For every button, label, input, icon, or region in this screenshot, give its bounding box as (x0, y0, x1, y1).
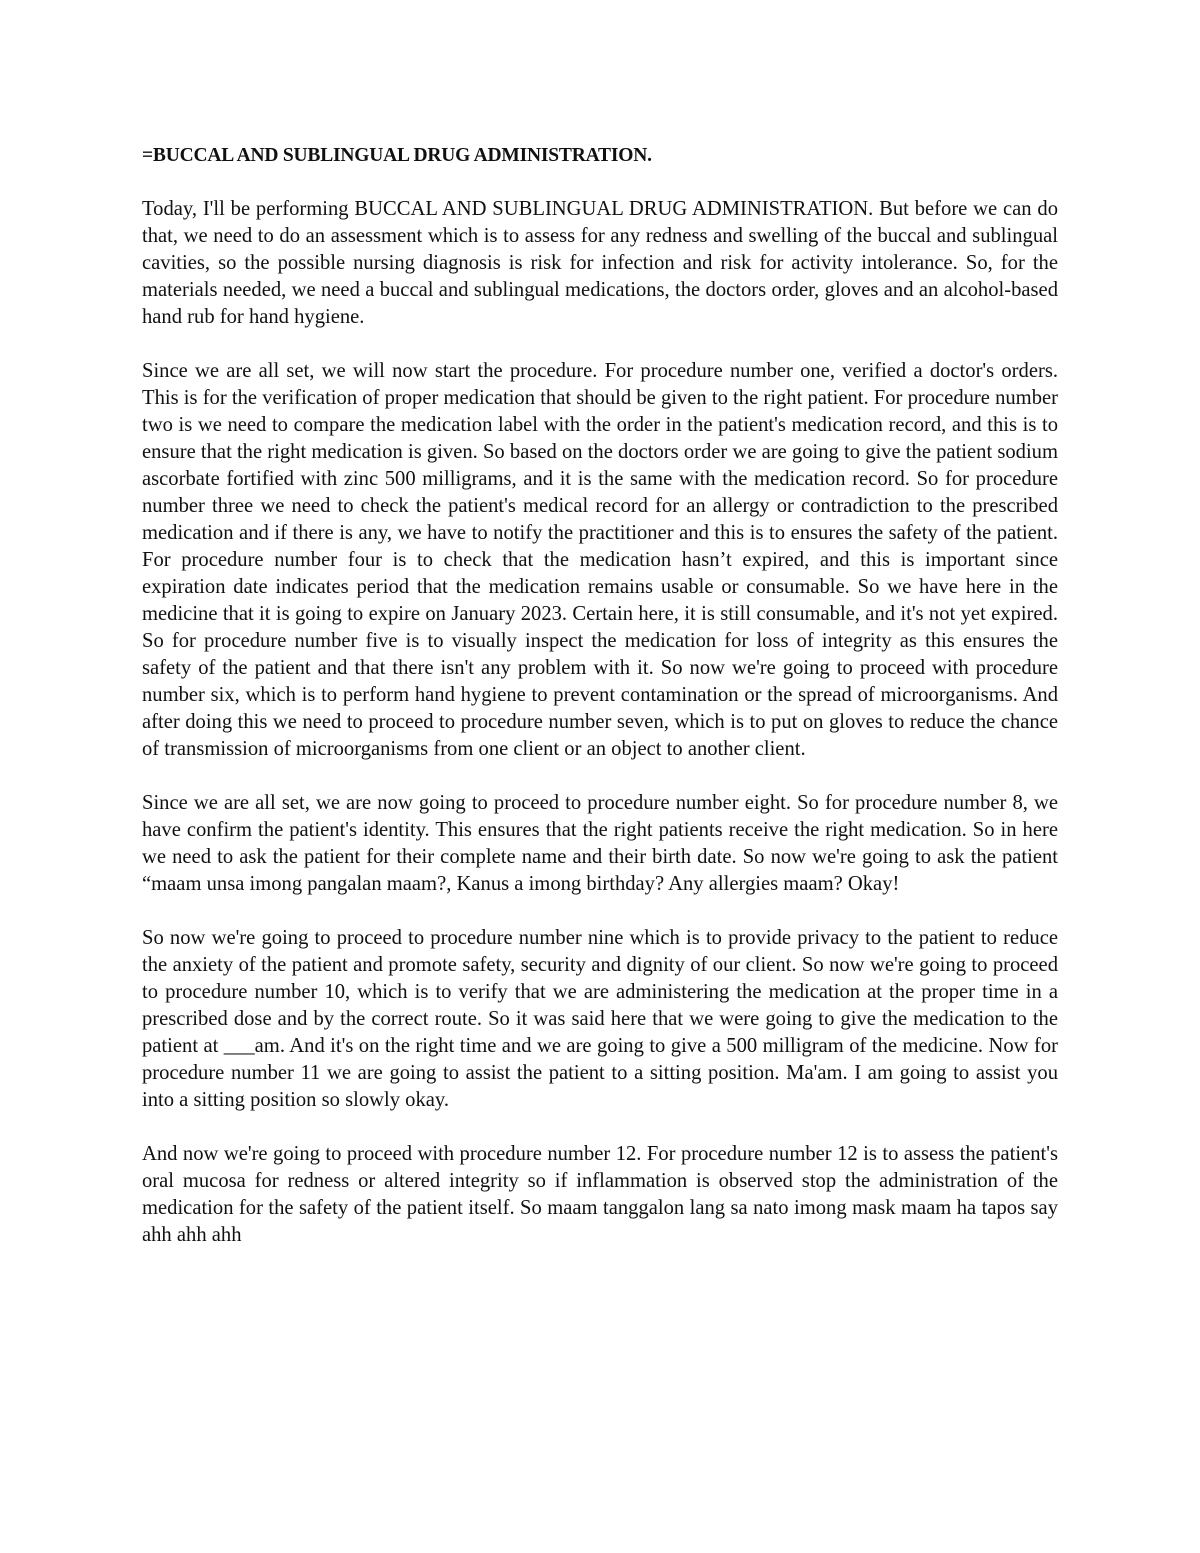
document-title: =BUCCAL AND SUBLINGUAL DRUG ADMINISTRATION. (142, 145, 652, 166)
paragraph-procedure-eight: Since we are all set, we are now going to proceed to procedure number eight. So for procedure number 8, we have confirm the patient's identity. This ensures that the right patients receive the right medication. So in here we need to ask the patient for their complete name and their birth date. So now we're going to ask the patient “maam unsa imong pangalan maam?, Kanus a imong birthday? Any allergies maam? Okay! (142, 792, 1058, 895)
paragraph-procedures-nine-to-eleven: So now we're going to proceed to procedure number nine which is to provide privacy to the patient to reduce the anxiety of the patient and promote safety, security and dignity of our client. So now we're going to proceed to procedure number 10, which is to verify that we are administering the medication at the proper time in a prescribed dose and by the correct route. So it was said here that we were going to give the medication to the patient at ___am. And it's on the right time and we are going to give a 500 milligram of the medicine. Now for procedure number 11 we are going to assist the patient to a sitting position. Ma'am. I am going to assist you into a sitting position so slowly okay. (142, 927, 1058, 1111)
document-body (142, 142, 1058, 1249)
paragraph-procedures-one-to-seven: Since we are all set, we will now start the procedure. For procedure number one, verified a doctor's orders. This is for the verification of proper medication that should be given to the right patient. For procedure number two is we need to compare the medication label with the order in the patient's medication record, and this is to ensure that the right medication is given. So based on the doctors order we are going to give the patient sodium ascorbate fortified with zinc 500 milligrams, and it is the same with the medication record. So for procedure number three we need to check the patient's medical record for an allergy or contradiction to the prescribed medication and if there is any, we have to notify the practitioner and this is to ensures the safety of the patient. For procedure number four is to check that the medication hasn’t expired, and this is important since expiration date indicates period that the medication remains usable or consumable. So we have here in the medicine that it is going to expire on January 2023. Certain here, it is still consumable, and it's not yet expired. So for procedure number five is to visually inspect the medication for loss of integrity as this ensures the safety of the patient and that there isn't any problem with it. So now we're going to proceed with procedure number six, which is to perform hand hygiene to prevent contamination or the spread of microorganisms. And after doing this we need to proceed to procedure number seven, which is to put on gloves to reduce the chance of transmission of microorganisms from one client or an object to another client. (142, 360, 1058, 760)
paragraph-introduction: Today, I'll be performing BUCCAL AND SUBLINGUAL DRUG ADMINISTRATION. But before we can do that, we need to do an assessment which is to assess for any redness and swelling of the buccal and sublingual cavities, so the possible nursing diagnosis is risk for infection and risk for activity intolerance. So, for the materials needed, we need a buccal and sublingual medications, the doctors order, gloves and an alcohol-based hand rub for hand hygiene. (142, 198, 1058, 328)
paragraph-procedure-twelve: And now we're going to proceed with procedure number 12. For procedure number 12 is to assess the patient's oral mucosa for redness or altered integrity so if inflammation is observed stop the administration of the medication for the safety of the patient itself. So maam tanggalon lang sa nato imong mask maam ha tapos say ahh ahh ahh (142, 1143, 1058, 1246)
